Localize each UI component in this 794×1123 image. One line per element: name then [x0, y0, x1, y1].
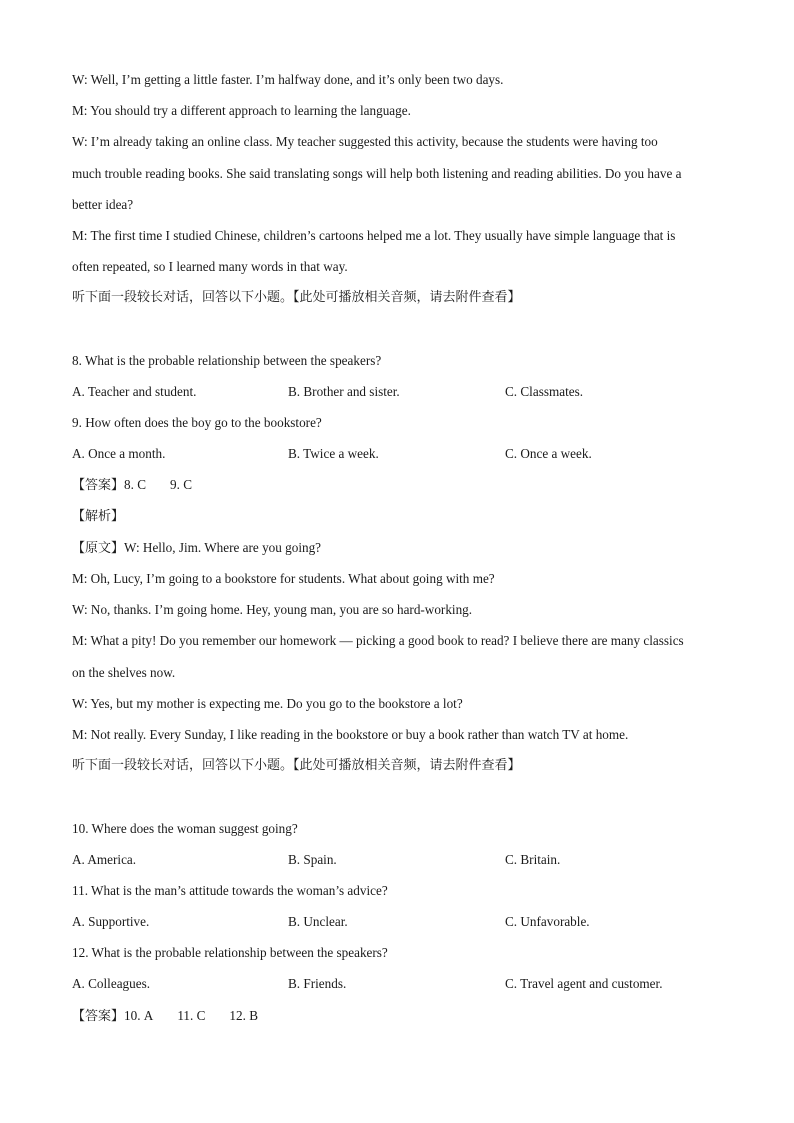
option-a: A. Supportive. [72, 914, 150, 930]
dialogue-2 [72, 532, 732, 750]
dialogue-line: W: Yes, but my mother is expecting me. Do you go to the bookstore a lot? [72, 695, 463, 711]
question-text: 9. How often does the boy go to the bookstore? [72, 415, 322, 431]
dialogue-line: W: Well, I’m getting a little faster. I’m halfway done, and it’s only been two days. [72, 72, 504, 87]
dialogue-text: W: Hello, Jim. Where are you going? [124, 539, 322, 555]
dialogue-line: on the shelves now. [72, 664, 176, 680]
dialogue-line: W: I’m already taking an online class. My teacher suggested this activity, because the students were having too [72, 134, 658, 150]
question-options [72, 906, 732, 937]
option-a: A. Teacher and student. [72, 383, 197, 399]
question-group-1 [72, 345, 732, 470]
dialogue-line: M: The first time I studied Chinese, children’s cartoons helped me a lot. They usually have simple language that is [72, 227, 676, 243]
answer-value: 10. A [124, 1007, 154, 1023]
option-b: B. Unclear. [288, 914, 348, 930]
option-b: B. Brother and sister. [288, 383, 400, 399]
document-page [72, 64, 732, 1031]
listening-instruction: 听下面一段较长对话，回答以下小题。【此处可播放相关音频，请去附件查看】 [72, 290, 521, 306]
option-c: C. Unfavorable. [505, 914, 590, 930]
question-text: 8. What is the probable relationship between the speakers? [72, 352, 382, 368]
dialogue-line: much trouble reading books. She said translating songs will help both listening and reading abilities. Do you have a [72, 165, 682, 181]
analysis-tag: 【解析】 [72, 508, 125, 524]
option-a: A. America. [72, 851, 137, 867]
question-text: 10. Where does the woman suggest going? [72, 820, 298, 836]
answer-value: 8. C [124, 477, 146, 493]
question-options [72, 844, 732, 875]
option-b: B. Twice a week. [288, 446, 379, 462]
answer-line [72, 1000, 732, 1031]
dialogue-line: M: What a pity! Do you remember our homework — picking a good book to read? I believe there are many classics [72, 633, 684, 649]
original-tag: 【原文】 [72, 540, 125, 556]
answer-tag: 【答案】 [72, 1008, 125, 1024]
spacer [72, 314, 732, 345]
dialogue-line: M: Not really. Every Sunday, I like reading in the bookstore or buy a book rather than watch TV at home. [72, 726, 629, 742]
answer-line [72, 469, 732, 500]
answer-tag: 【答案】 [72, 478, 125, 494]
spacer [72, 781, 732, 812]
question-options [72, 968, 732, 999]
option-c: C. Once a week. [505, 446, 592, 462]
dialogue-line [72, 532, 732, 563]
dialogue-line: often repeated, so I learned many words in that way. [72, 259, 348, 275]
option-b: B. Spain. [288, 851, 337, 867]
question-text: 11. What is the man’s attitude towards the woman’s advice? [72, 882, 388, 898]
listening-instruction: 听下面一段较长对话，回答以下小题。【此处可播放相关音频，请去附件查看】 [72, 758, 521, 774]
question-text: 12. What is the probable relationship between the speakers? [72, 945, 388, 961]
answer-value: 12. B [229, 1007, 258, 1023]
option-a: A. Once a month. [72, 446, 166, 462]
dialogue-1 [72, 64, 732, 282]
dialogue-line: M: Oh, Lucy, I’m going to a bookstore for students. What about going with me? [72, 571, 495, 586]
dialogue-line: M: You should try a different approach to learning the language. [72, 103, 411, 119]
option-c: C. Classmates. [505, 383, 584, 399]
option-c: C. Travel agent and customer. [505, 976, 663, 992]
answer-value: 11. C [177, 1007, 206, 1023]
option-b: B. Friends. [288, 976, 347, 992]
dialogue-line: better idea? [72, 196, 134, 212]
answer-value: 9. C [170, 477, 192, 493]
question-group-2 [72, 813, 732, 1000]
option-a: A. Colleagues. [72, 976, 151, 992]
question-options [72, 438, 732, 469]
question-options [72, 376, 732, 407]
dialogue-line: W: No, thanks. I’m going home. Hey, young man, you are so hard-working. [72, 602, 473, 618]
option-c: C. Britain. [505, 851, 561, 867]
